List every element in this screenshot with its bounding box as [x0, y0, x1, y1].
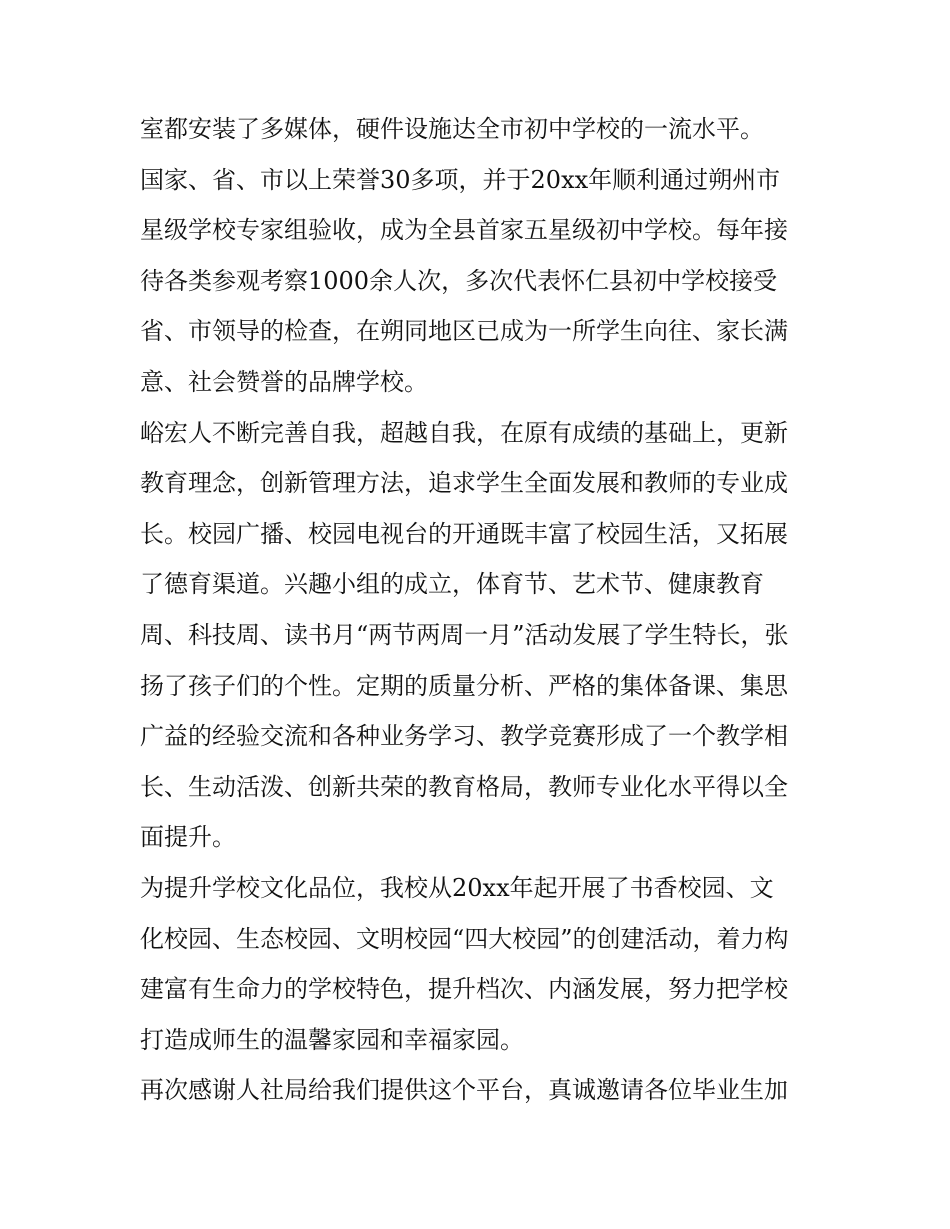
text-line: 面提升。: [140, 823, 236, 852]
text-line: 广益的经验交流和各种业务学习、教学竞赛形成了一个教学相: [140, 722, 788, 751]
text-line: 了德育渠道。兴趣小组的成立，体育节、艺术节、健康教育: [140, 570, 764, 599]
text-line: 建富有生命力的学校特色，提升档次、内涵发展，努力把学校: [140, 975, 788, 1004]
text-line: 教育理念，创新管理方法，追求学生全面发展和教师的专业成: [140, 469, 788, 498]
text-line: 周、科技周、读书月“两节两周一月”活动发展了学生特长，张: [140, 620, 789, 649]
text-line: 省、市领导的检查，在朔同地区已成为一所学生向往、家长满: [140, 317, 788, 346]
text-line: 室都安装了多媒体，硬件设施达全市初中学校的一流水平。: [140, 115, 764, 143]
text-line: 再次感谢人社局给我们提供这个平台，真诚邀请各位毕业生加: [140, 1076, 788, 1105]
text-line: 长。校园广播、校园电视台的开通既丰富了校园生活，又拓展: [140, 519, 788, 548]
text-line: 长、生动活泼、创新共荣的教育格局，教师专业化水平得以全: [140, 772, 788, 801]
text-line: 打造成师生的温馨家园和幸福家园。: [140, 1025, 524, 1054]
text-line: 国家、省、市以上荣誉30多项，并于20xx年顺利通过朔州市: [140, 165, 781, 194]
text-line: 意、社会赞誉的品牌学校。: [140, 367, 428, 396]
text-line: 扬了孩子们的个性。定期的质量分析、严格的集体备课、集思: [140, 671, 788, 700]
document-body: [140, 104, 820, 1116]
text-line: 为提升学校文化品位，我校从20xx年起开展了书香校园、文: [140, 873, 774, 902]
text-line: 待各类参观考察1000余人次，多次代表怀仁县初中学校接受: [140, 266, 778, 295]
text-line: 星级学校专家组验收，成为全县首家五星级初中学校。每年接: [140, 216, 788, 245]
text-line: 化校园、生态校园、文明校园“四大校园”的创建活动，着力构: [140, 924, 789, 953]
text-line: 峪宏人不断完善自我，超越自我，在原有成绩的基础上，更新: [140, 418, 788, 447]
